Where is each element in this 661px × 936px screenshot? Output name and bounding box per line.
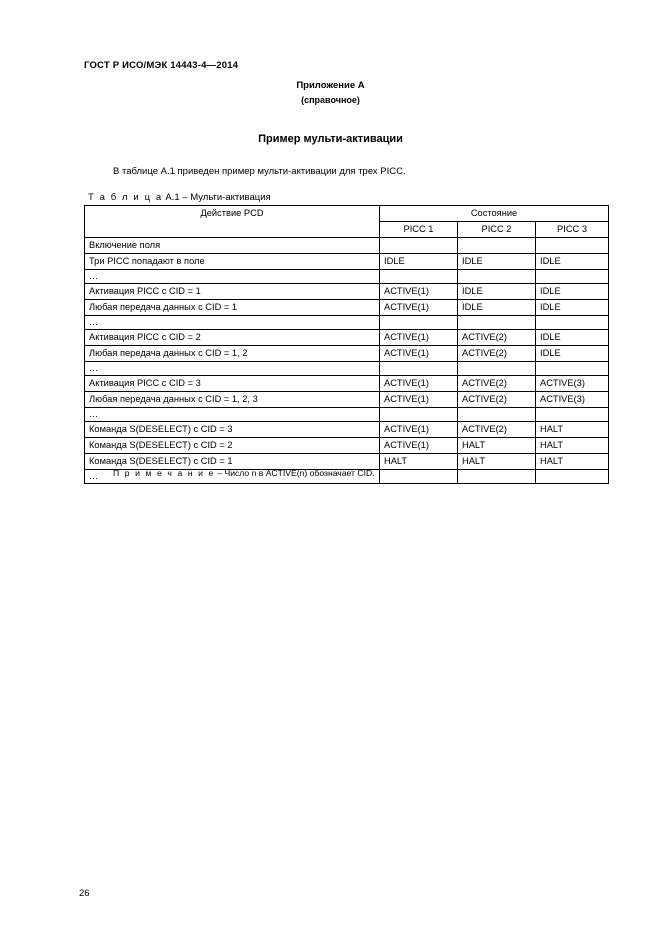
column-header-state-group: Состояние — [380, 206, 609, 222]
cell-picc3: HALT — [536, 454, 609, 470]
cell-picc3 — [536, 270, 609, 284]
cell-picc3: IDLE — [536, 300, 609, 316]
column-header-action: Действие PCD — [85, 206, 380, 238]
cell-action: … — [85, 408, 380, 422]
cell-action: Любая передача данных с CID = 1 — [85, 300, 380, 316]
table-head — [85, 206, 609, 238]
cell-picc1: ACTIVE(1) — [380, 392, 458, 408]
table-row — [85, 300, 609, 316]
note-label: П р и м е ч а н и е — [113, 468, 215, 478]
table-row — [85, 362, 609, 376]
cell-picc3: HALT — [536, 438, 609, 454]
table-row — [85, 438, 609, 454]
annex-title: Приложение А — [296, 80, 365, 91]
cell-action: Три PICC попадают в поле — [85, 254, 380, 270]
cell-picc3 — [536, 470, 609, 484]
column-header-picc3: PICC 3 — [536, 222, 609, 238]
cell-picc1 — [380, 316, 458, 330]
cell-picc2: IDLE — [458, 284, 536, 300]
table-row — [85, 254, 609, 270]
cell-picc3: IDLE — [536, 330, 609, 346]
cell-action: Активация PICC с CID = 1 — [85, 284, 380, 300]
cell-action: … — [85, 316, 380, 330]
cell-action: Команда S(DESELECT) с CID = 1 — [85, 454, 380, 470]
multi-activation-table-wrapper — [84, 205, 608, 484]
cell-picc1: ACTIVE(1) — [380, 376, 458, 392]
cell-picc1: ACTIVE(1) — [380, 284, 458, 300]
column-header-picc1: PICC 1 — [380, 222, 458, 238]
multi-activation-table — [84, 205, 609, 484]
cell-picc3 — [536, 316, 609, 330]
column-header-picc2: PICC 2 — [458, 222, 536, 238]
cell-action: … — [85, 270, 380, 284]
table-row — [85, 422, 609, 438]
cell-picc3: IDLE — [536, 346, 609, 362]
cell-action: Любая передача данных с CID = 1, 2 — [85, 346, 380, 362]
table-row — [85, 408, 609, 422]
cell-action: Команда S(DESELECT) с CID = 3 — [85, 422, 380, 438]
cell-picc2: IDLE — [458, 254, 536, 270]
cell-picc1 — [380, 470, 458, 484]
cell-picc3 — [536, 362, 609, 376]
cell-picc3: ACTIVE(3) — [536, 392, 609, 408]
table-row — [85, 346, 609, 362]
table-note — [113, 468, 375, 478]
annex-subtitle: (справочное) — [301, 95, 360, 105]
cell-action: Команда S(DESELECT) с CID = 2 — [85, 438, 380, 454]
cell-action: … — [85, 470, 380, 484]
standard-header: ГОСТ Р ИСО/МЭК 14443-4—2014 — [84, 60, 239, 71]
cell-picc2 — [458, 238, 536, 254]
intro-paragraph: В таблице А.1 приведен пример мульти-активации для трех PICC. — [113, 166, 406, 177]
cell-action: Активация PICC с CID = 2 — [85, 330, 380, 346]
table-row — [85, 392, 609, 408]
cell-picc3 — [536, 408, 609, 422]
table-row — [85, 238, 609, 254]
table-row — [85, 284, 609, 300]
cell-picc3 — [536, 238, 609, 254]
cell-picc2: ACTIVE(2) — [458, 376, 536, 392]
cell-picc2 — [458, 362, 536, 376]
cell-picc3: IDLE — [536, 284, 609, 300]
cell-picc2: ACTIVE(2) — [458, 346, 536, 362]
table-header-row-1 — [85, 206, 609, 222]
page-number: 26 — [79, 888, 90, 899]
cell-picc2 — [458, 270, 536, 284]
cell-picc2: HALT — [458, 438, 536, 454]
cell-picc2: IDLE — [458, 300, 536, 316]
cell-picc1: HALT — [380, 454, 458, 470]
note-text: – Число n в ACTIVE(n) обозначает CID. — [217, 468, 375, 478]
cell-picc3: ACTIVE(3) — [536, 376, 609, 392]
cell-picc1: IDLE — [380, 254, 458, 270]
cell-picc2 — [458, 470, 536, 484]
cell-picc2 — [458, 408, 536, 422]
table-caption-label: Т а б л и ц а — [88, 192, 163, 203]
page-title: Пример мульти-активации — [258, 133, 403, 145]
cell-picc1 — [380, 270, 458, 284]
cell-action: … — [85, 362, 380, 376]
table-row — [85, 376, 609, 392]
cell-picc1 — [380, 238, 458, 254]
cell-picc2: ACTIVE(2) — [458, 330, 536, 346]
cell-action: Любая передача данных с CID = 1, 2, 3 — [85, 392, 380, 408]
cell-picc1: ACTIVE(1) — [380, 300, 458, 316]
cell-picc2: HALT — [458, 454, 536, 470]
cell-picc1 — [380, 408, 458, 422]
table-row — [85, 330, 609, 346]
cell-picc1: ACTIVE(1) — [380, 346, 458, 362]
cell-picc2 — [458, 316, 536, 330]
cell-picc1: ACTIVE(1) — [380, 422, 458, 438]
table-row — [85, 316, 609, 330]
cell-action: Включение поля — [85, 238, 380, 254]
cell-picc1: ACTIVE(1) — [380, 330, 458, 346]
table-body — [85, 238, 609, 484]
cell-picc3: IDLE — [536, 254, 609, 270]
cell-picc3: HALT — [536, 422, 609, 438]
cell-picc2: ACTIVE(2) — [458, 422, 536, 438]
cell-picc1 — [380, 362, 458, 376]
cell-picc1: ACTIVE(1) — [380, 438, 458, 454]
table-caption — [88, 192, 271, 203]
cell-picc2: ACTIVE(2) — [458, 392, 536, 408]
cell-action: Активация PICC с CID = 3 — [85, 376, 380, 392]
table-caption-rest: А.1 – Мульти-активация — [165, 192, 271, 203]
table-row — [85, 270, 609, 284]
